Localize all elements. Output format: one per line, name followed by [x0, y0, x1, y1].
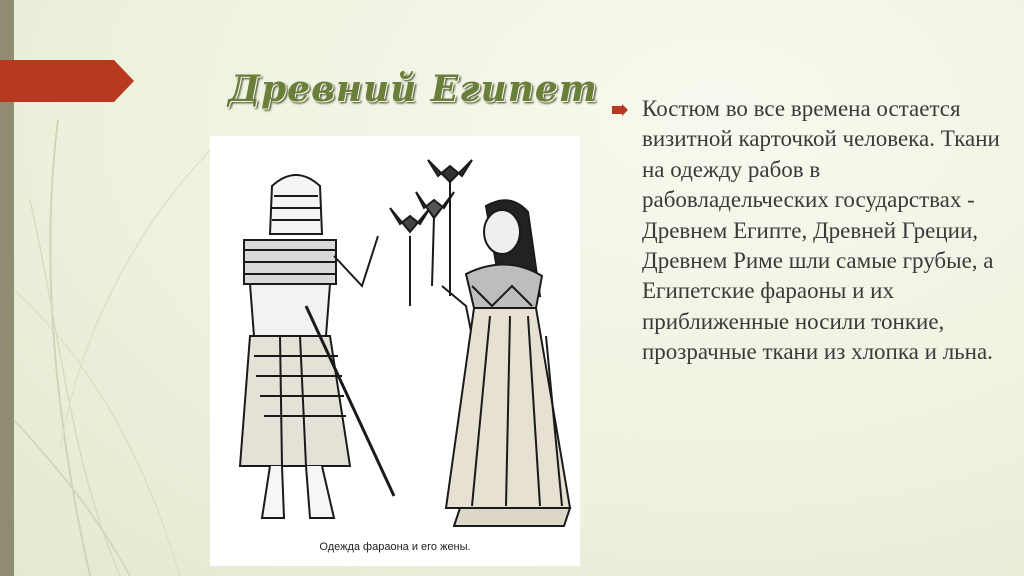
figure-caption: Одежда фараона и его жены.	[319, 541, 471, 553]
accent-arrow	[0, 60, 134, 102]
wife-figure	[442, 200, 570, 526]
bullet-text: Костюм во все времена остается визитной карточкой человека. Ткани на одежду рабов в рабовладельческих государствах - Древнем Египте, Древней Греции, Древнем Риме шли самые грубые, а Египетские фараоны и их приближенные носили тонкие, прозрачные ткани из хлопка и льна.	[642, 96, 1000, 365]
lotus-bouquet	[390, 160, 472, 306]
pharaoh-and-wife-illustration	[210, 136, 580, 536]
arrow-bullet-icon	[612, 104, 628, 116]
egypt-figure-image	[210, 136, 580, 566]
slide-title: Древний Египет	[228, 68, 598, 110]
pharaoh-figure	[240, 175, 394, 518]
bullet-item	[612, 94, 1002, 368]
